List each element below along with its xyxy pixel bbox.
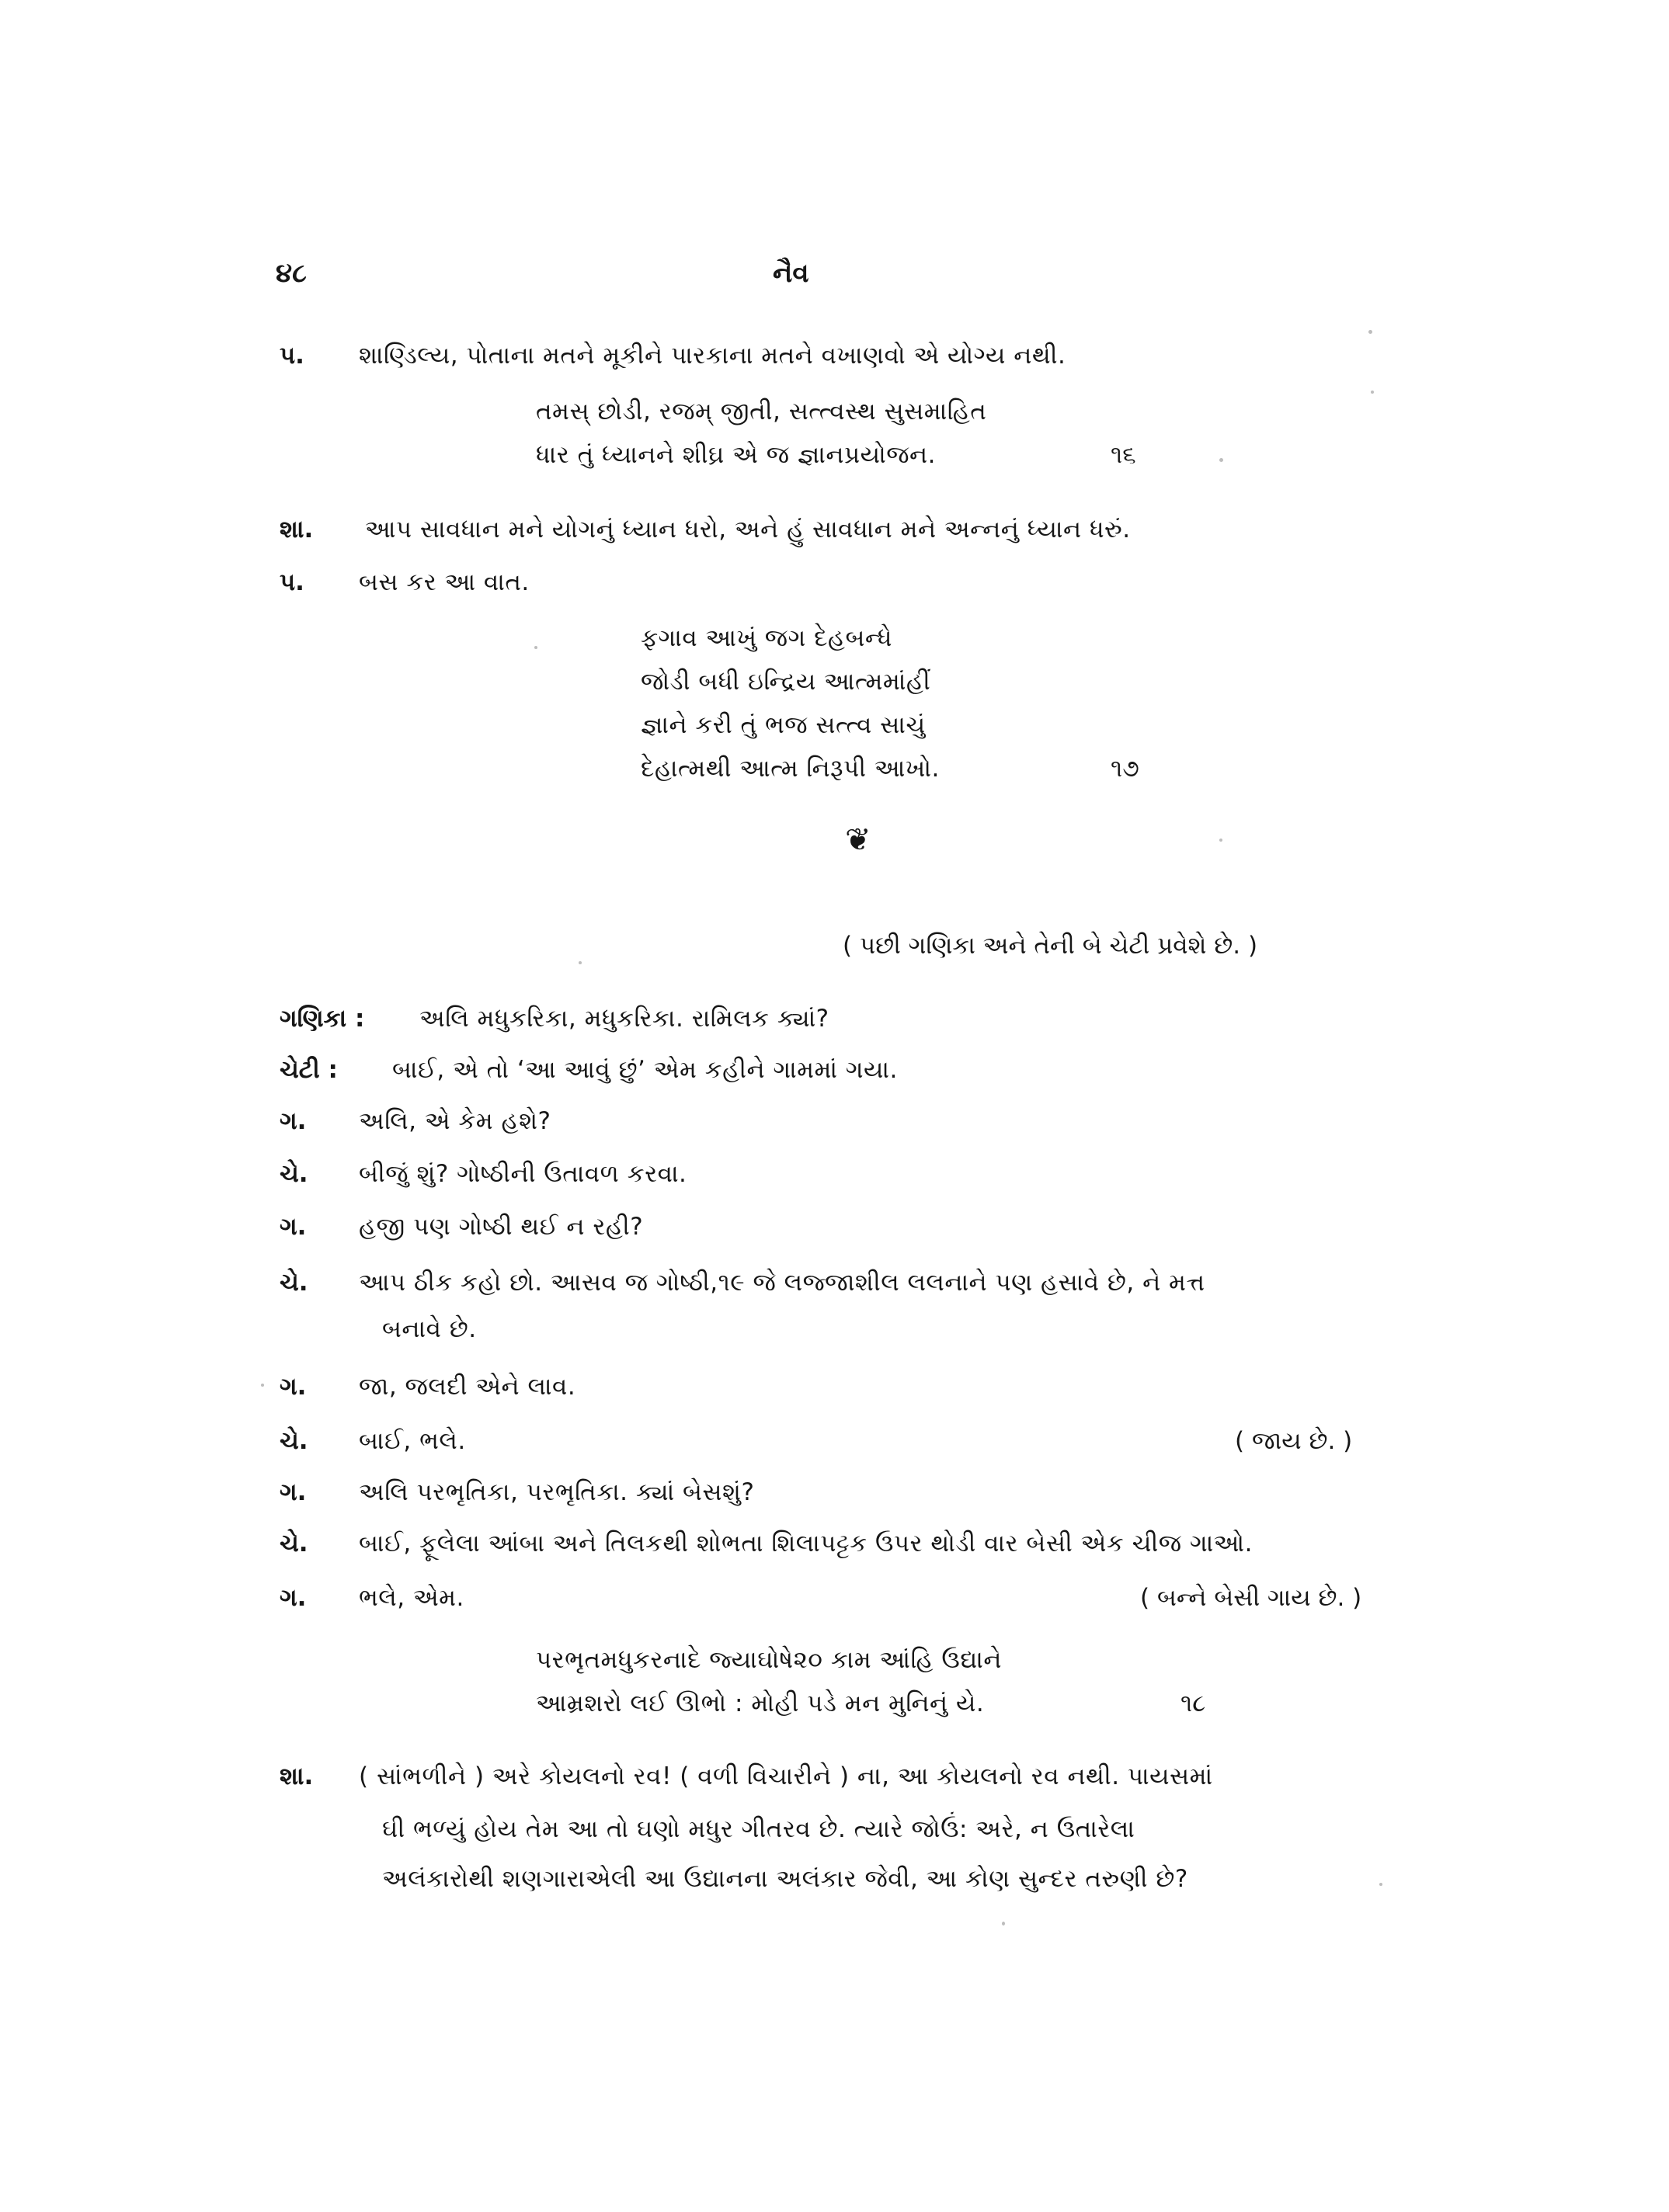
verse-line: જ્ઞાને કરી તું ભજ સત્ત્વ સાચું: [641, 711, 926, 739]
dialogue-line: બીજું શું? ગોષ્ઠીની ઉતાવળ કરવા.: [359, 1160, 687, 1188]
verse-number: ૧૬: [1111, 441, 1136, 469]
verse-line: ફગાવ આખું જગ દેહબન્ધે: [641, 624, 892, 652]
speaker-label: ગણિકા :: [280, 1005, 365, 1033]
dialogue-line-continued: અલંકારોથી શણગારાએલી આ ઉદ્યાનના અલંકાર જેવી, આ કોણ સુન્દર તરુણી છે?: [382, 1865, 1188, 1893]
speaker-label: ગ.: [280, 1584, 307, 1612]
dialogue-line: જા, જલદી એને લાવ.: [359, 1373, 576, 1401]
verse-line: દેહાત્મથી આત્મ નિરૂપી આખો.: [641, 755, 940, 783]
speaker-label: પ.: [280, 568, 304, 596]
verse-line: આમ્રશરો લઈ ઊભો : મોહી પડે મન મુનિનું યે.: [536, 1689, 985, 1717]
scan-speck: [1219, 458, 1223, 462]
scan-speck: [579, 961, 582, 964]
speaker-label: ગ.: [280, 1478, 307, 1506]
dialogue-line: બાઈ, ભલે.: [359, 1427, 466, 1455]
speaker-label: ગ.: [280, 1107, 307, 1135]
speaker-label: ચેટી :: [280, 1056, 338, 1084]
scan-speck: [1371, 391, 1374, 394]
speaker-label: ચે.: [280, 1269, 308, 1297]
speaker-label: ચે.: [280, 1160, 308, 1188]
dialogue-line: આપ સાવધાન મને યોગનું ધ્યાન ધરો, અને હું સાવધાન મને અન્નનું ધ્યાન ધરું.: [365, 516, 1131, 543]
speaker-label: ચે.: [280, 1530, 308, 1557]
scan-speck: [1219, 839, 1222, 842]
verse-line: જોડી બધી ઇન્દ્રિય આત્મમાંહીં: [641, 668, 931, 696]
dialogue-line: બાઈ, એ તો ‘આ આવું છું’ એમ કહીને ગામમાં ગયા.: [392, 1056, 898, 1084]
speaker-label: ગ.: [280, 1373, 307, 1401]
speaker-label: ચે.: [280, 1427, 308, 1455]
stage-direction: ( પછી ગણિકા અને તેની બે ચેટી પ્રવેશે છે. ): [843, 932, 1258, 960]
dialogue-line: ભલે, એમ.: [359, 1584, 464, 1612]
verse-number: ૧૭: [1111, 755, 1139, 783]
speaker-label: શા.: [280, 516, 314, 543]
dialogue-line-continued: બનાવે છે.: [382, 1315, 477, 1343]
verse-line: પરભૃતમધુકરનાદે જ્યાઘોષે૨૦ કામ આંહિ ઉદ્યાને: [536, 1646, 1002, 1674]
running-title: નૈવ: [773, 258, 809, 289]
verse-line: તમસ્ છોડી, રજમ્ જીતી, સત્ત્વસ્થ સુસમાહિત: [536, 398, 987, 425]
speaker-label: શા.: [280, 1762, 314, 1790]
dialogue-line: અલિ પરભૃતિકા, પરભૃતિકા. ક્યાં બેસશું?: [359, 1478, 755, 1506]
scan-speck: [534, 646, 537, 649]
speaker-label: ગ.: [280, 1213, 307, 1241]
scan-speck: [1002, 1922, 1005, 1926]
verse-line: ધાર તું ધ્યાનને શીઘ્ર એ જ જ્ઞાનપ્રયોજન.: [536, 441, 936, 469]
dialogue-line: ( સાંભળીને ) અરે કોયલનો રવ! ( વળી વિચારીને ) ના, આ કોયલનો રવ નથી. પાયસમાં: [359, 1762, 1213, 1790]
ornament-divider: ❦: [845, 822, 871, 858]
dialogue-line-continued: ઘી ભળ્યું હોય તેમ આ તો ઘણો મધુર ગીતરવ છે. ત્યારે જોઉં: અરે, ન ઉતારેલા: [382, 1815, 1135, 1843]
scan-speck: [261, 1384, 264, 1387]
speaker-label: પ.: [280, 342, 304, 370]
dialogue-line: હજી પણ ગોષ્ઠી થઈ ન રહી?: [359, 1213, 644, 1241]
stage-direction: ( બન્ને બેસી ગાય છે. ): [1140, 1584, 1362, 1612]
dialogue-line: શાણ્ડિલ્ય, પોતાના મતને મૂકીને પારકાના મતને વખાણવો એ યોગ્ય નથી.: [359, 342, 1066, 370]
dialogue-line: બાઈ, ફૂલેલા આંબા અને તિલકથી શોભતા શિલાપટ્ટક ઉપર થોડી વાર બેસી એક ચીજ ગાઓ.: [359, 1530, 1253, 1557]
scan-speck: [1379, 1883, 1382, 1886]
page-number: ૪૮: [276, 258, 307, 289]
dialogue-line: અલિ મધુકરિકા, મધુકરિકા. રામિલક ક્યાં?: [419, 1005, 829, 1033]
dialogue-line: અલિ, એ કેમ હશે?: [359, 1107, 551, 1135]
dialogue-line: આપ ઠીક કહો છો. આસવ જ ગોષ્ઠી,૧૯ જે લજ્જાશીલ લલનાને પણ હસાવે છે, ને મત્ત: [359, 1269, 1205, 1297]
verse-number: ૧૮: [1180, 1689, 1206, 1717]
stage-direction: ( જાય છે. ): [1235, 1427, 1353, 1455]
dialogue-line: બસ કર આ વાત.: [359, 568, 530, 596]
scan-speck: [1368, 330, 1372, 334]
